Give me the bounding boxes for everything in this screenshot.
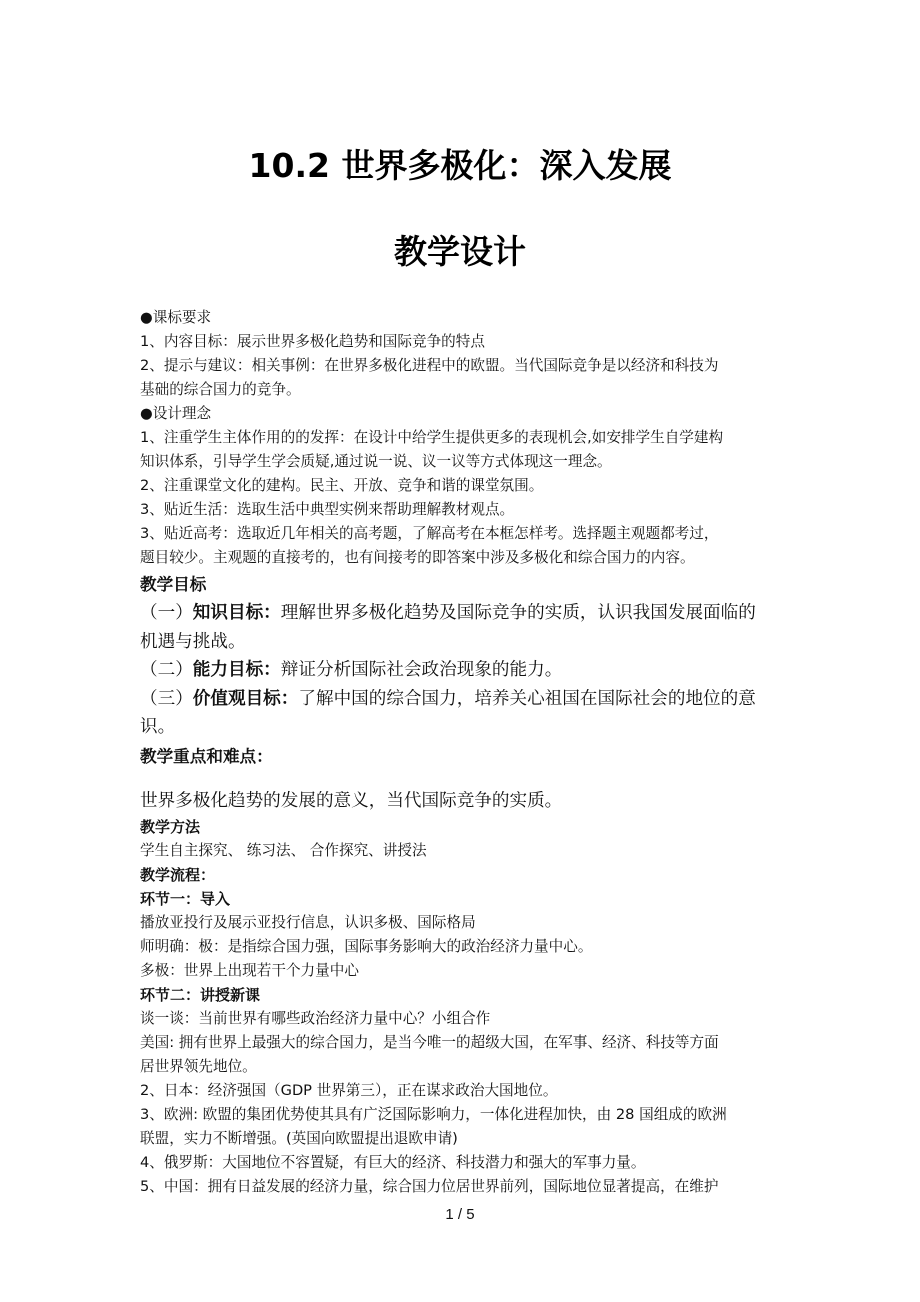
section-heading-key-points: 教学重点和难点： xyxy=(140,746,273,766)
goal-label: 知识目标： xyxy=(192,603,281,623)
paragraph-line: 基础的综合国力的竞争。 xyxy=(140,381,301,398)
paragraph-line: 题目较少。主观题的直接考的，也有间接考的即答案中涉及多极化和综合国力的内容。 xyxy=(140,549,695,566)
goal-number: （二） xyxy=(140,660,193,680)
paragraph-line: 居世界领先地位。 xyxy=(140,1058,257,1075)
goal-number: （三） xyxy=(140,688,193,709)
section-heading-teaching-goals: 教学目标 xyxy=(140,575,207,594)
paragraph-line: 多极：世界上出现若干个力量中心 xyxy=(140,962,359,979)
paragraph-line: 3、贴近生活：选取生活中典型实例来帮助理解教材观点。 xyxy=(140,501,515,518)
paragraph-line: 2、日本：经济强国（GDP 世界第三），正在谋求政治大国地位。 xyxy=(140,1082,558,1099)
paragraph-line: 2、提示与建议：相关事例：在世界多极化进程中的欧盟。当代国际竞争是以经济和科技为 xyxy=(140,357,719,374)
page-number: 1 / 5 xyxy=(445,1206,475,1223)
paragraph-line: 3、贴近高考：选取近几年相关的高考题，了解高考在本框怎样考。选择题主观题都考过， xyxy=(140,525,719,542)
paragraph-line: 5、中国：拥有日益发展的经济力量，综合国力位居世界前列，国际地位显著提高，在维护 xyxy=(140,1178,719,1195)
paragraph-line: 识。 xyxy=(140,717,176,737)
document-body xyxy=(140,306,785,1199)
goal-text: 理解世界多极化趋势及国际竞争的实质，认识我国发展面临的 xyxy=(280,603,756,623)
paragraph-line: 美国: 拥有世界上最强大的综合国力，是当今唯一的超级大国，在军事、经济、科技等方面 xyxy=(140,1034,719,1051)
paragraph-line: 1、注重学生主体作用的的发挥：在设计中给学生提供更多的表现机会,如安排学生自学建构 xyxy=(140,429,724,446)
section-heading-design-concept: ●设计理念 xyxy=(140,405,212,422)
goal-knowledge xyxy=(140,599,785,628)
paragraph-line: 2、注重课堂文化的建构。民主、开放、竞争和谐的课堂氛围。 xyxy=(140,477,544,494)
paragraph-line: 播放亚投行及展示亚投行信息，认识多极、国际格局 xyxy=(140,914,476,931)
paragraph-line: 3、欧洲: 欧盟的集团优势使其具有广泛国际影响力，一体化进程加快，由 28 国组成的欧洲 xyxy=(140,1106,727,1123)
paragraph-line: 谈一谈：当前世界有哪些政治经济力量中心？小组合作 xyxy=(140,1010,491,1027)
step-heading-new-lesson: 环节二：讲授新课 xyxy=(140,986,261,1004)
step-heading-intro: 环节一：导入 xyxy=(140,890,231,908)
paragraph-line: 学生自主探究、 练习法、 合作探究、讲授法 xyxy=(140,842,427,859)
goal-ability xyxy=(140,656,785,685)
document-title: 10.2 世界多极化：深入发展 xyxy=(248,146,672,185)
paragraph-line: 4、俄罗斯：大国地位不容置疑，有巨大的经济、科技潜力和强大的军事力量。 xyxy=(140,1154,646,1171)
goal-label: 价值观目标： xyxy=(192,688,299,709)
goal-number: （一） xyxy=(140,603,193,623)
goal-text: 辩证分析国际社会政治现象的能力。 xyxy=(280,660,563,680)
paragraph-line: 世界多极化趋势的发展的意义，当代国际竞争的实质。 xyxy=(140,790,563,811)
document-subtitle: 教学设计 xyxy=(394,232,526,271)
section-heading-process: 教学流程： xyxy=(140,866,216,884)
paragraph-line: 1、内容目标：展示世界多极化趋势和国际竞争的特点 xyxy=(140,333,485,350)
paragraph-line: 联盟，实力不断增强。(英国向欧盟提出退欧申请) xyxy=(140,1130,458,1147)
goal-values xyxy=(140,685,785,714)
goal-text: 了解中国的综合国力，培养关心祖国在国际社会的地位的意 xyxy=(298,688,756,709)
section-heading-methods: 教学方法 xyxy=(140,818,201,836)
goal-label: 能力目标： xyxy=(192,660,281,680)
paragraph-line: 知识体系，引导学生学会质疑,通过说一说、议一议等方式体现这一理念。 xyxy=(140,453,612,470)
section-heading-curriculum: ●课标要求 xyxy=(140,309,212,326)
paragraph-line: 师明确：极：是指综合国力强，国际事务影响大的政治经济力量中心。 xyxy=(140,938,593,955)
paragraph-line: 机遇与挑战。 xyxy=(140,631,246,652)
